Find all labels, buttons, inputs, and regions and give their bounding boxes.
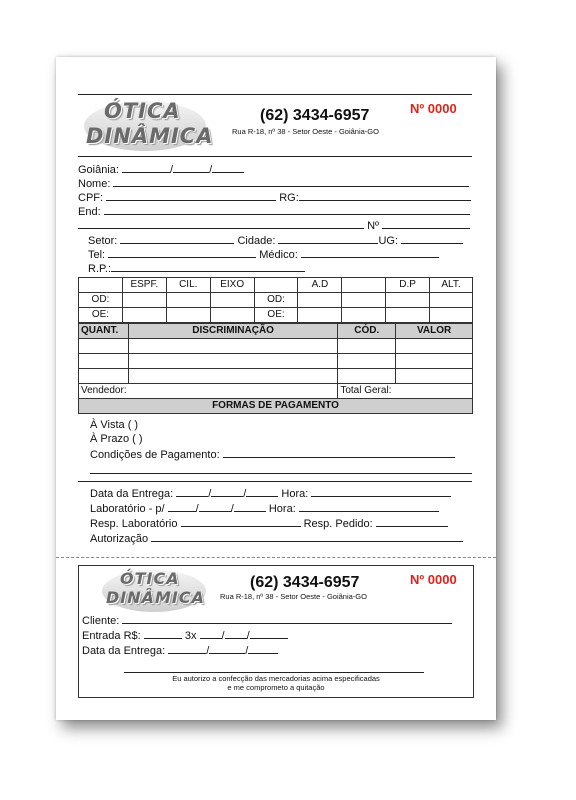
slash: /: [243, 488, 247, 500]
od-label: OD:: [254, 293, 298, 308]
rx-cell[interactable]: [298, 308, 342, 323]
rp-row: [88, 262, 305, 275]
item-cell[interactable]: [396, 339, 473, 354]
autorizacao-row: [90, 532, 463, 545]
stub-data-entrega-label: Data da Entrega:: [82, 645, 166, 657]
item-row: [79, 354, 473, 369]
totals-row: [79, 384, 473, 399]
data-entrega-day[interactable]: [176, 487, 208, 497]
stub-entrada-label: Entrada R$:: [82, 630, 141, 642]
cod-header: CÓD.: [338, 324, 396, 339]
rx-cell[interactable]: [210, 293, 254, 308]
tel-label: Tel:: [88, 249, 106, 261]
slash: /: [221, 630, 225, 642]
rx-header-cell: ALT.: [430, 278, 473, 293]
formas-row: [79, 399, 473, 414]
prescription-table: [78, 277, 473, 323]
od-label: OD:: [79, 293, 123, 308]
condicoes-line-2[interactable]: [90, 473, 472, 474]
item-cell[interactable]: [338, 339, 396, 354]
stub-authorize-line2: e me comprometo a quitação: [227, 683, 325, 692]
rx-cell[interactable]: [122, 293, 166, 308]
rx-header-cell: CIL.: [166, 278, 210, 293]
rx-header-cell: [79, 278, 123, 293]
rx-cell[interactable]: [430, 293, 473, 308]
laboratorio-row: [90, 502, 439, 515]
stub-logo-line2: DINÂMICA: [106, 588, 206, 607]
rx-cell[interactable]: [386, 293, 430, 308]
rg-label: RG:: [279, 192, 299, 204]
condicoes-row: [90, 448, 455, 461]
rx-header-cell: D.P: [386, 278, 430, 293]
goiania-row: [78, 163, 244, 176]
numero-row: [78, 219, 470, 232]
item-cell[interactable]: [128, 369, 337, 384]
slash: /: [246, 630, 250, 642]
items-table: [78, 323, 473, 414]
stub-cliente-label: Cliente:: [82, 615, 120, 627]
end-field[interactable]: [104, 205, 470, 215]
vendedor-label[interactable]: Vendedor:: [79, 384, 338, 399]
stub-phone-number: (62) 3434-6957: [250, 574, 360, 591]
stub-address: Rua R-18, nº 38 - Setor Oeste - Goiânia-GO: [220, 592, 367, 601]
nome-field[interactable]: [113, 177, 469, 187]
discriminacao-header: DISCRIMINAÇÃO: [128, 324, 337, 339]
rx-cell[interactable]: [298, 293, 342, 308]
item-cell[interactable]: [79, 354, 129, 369]
resp-pedido-field[interactable]: [376, 517, 448, 527]
rx-header-cell: ESPF.: [122, 278, 166, 293]
laboratorio-hora-field[interactable]: [299, 502, 439, 512]
slash: /: [170, 164, 174, 176]
rx-header-cell: [254, 278, 298, 293]
rx-header-cell: A.D: [298, 278, 342, 293]
cidade-label: Cidade:: [237, 235, 276, 247]
rx-header-cell: EIXO: [210, 278, 254, 293]
laboratorio-month[interactable]: [199, 502, 231, 512]
rx-cell[interactable]: [210, 308, 254, 323]
stub-entrada-field[interactable]: [144, 629, 182, 639]
laboratorio-label: Laboratório - p/: [90, 503, 165, 515]
quant-header: QUANT.: [79, 324, 129, 339]
header-bottom-rule: [78, 156, 472, 157]
oe-label: OE:: [254, 308, 298, 323]
slash: /: [208, 488, 212, 500]
item-cell[interactable]: [79, 369, 129, 384]
ug-field[interactable]: [401, 234, 463, 244]
rp-label: R.P.:: [88, 263, 112, 275]
setor-label: Setor:: [88, 235, 118, 247]
item-cell[interactable]: [338, 354, 396, 369]
slash: /: [230, 503, 234, 515]
cidade-field[interactable]: [278, 234, 378, 244]
stub-data-entrega-year[interactable]: [248, 644, 278, 654]
form-sheet: [56, 57, 496, 720]
stub-cliente-row: [82, 614, 452, 627]
form-number: Nº 0000: [410, 101, 457, 116]
phone-number: (62) 3434-6957: [260, 107, 370, 124]
autorizacao-field[interactable]: [151, 532, 463, 542]
hora-field[interactable]: [311, 487, 451, 497]
resp-laboratorio-field[interactable]: [181, 517, 301, 527]
slash: /: [209, 164, 213, 176]
item-cell[interactable]: [396, 369, 473, 384]
ug-label: UG:: [378, 235, 399, 247]
setor-row: [88, 234, 463, 247]
item-row: [79, 369, 473, 384]
rx-cell[interactable]: [166, 293, 210, 308]
rx-header-cell: [342, 278, 386, 293]
slash: /: [195, 503, 199, 515]
rx-cell[interactable]: [386, 308, 430, 323]
nome-label: Nome:: [78, 178, 111, 190]
stub-authorize-line1: Eu autorizo a confecção das mercadorias acima especificadas: [172, 674, 380, 683]
cpf-field[interactable]: [106, 191, 276, 201]
tel-field[interactable]: [108, 248, 256, 258]
hora-label: Hora:: [268, 503, 296, 515]
item-cell[interactable]: [396, 354, 473, 369]
stub-logo-line1: ÓTICA: [120, 569, 180, 588]
rx-cell[interactable]: [122, 308, 166, 323]
item-cell[interactable]: [128, 354, 337, 369]
rg-field[interactable]: [299, 191, 471, 201]
item-row: [79, 339, 473, 354]
a-vista-option[interactable]: À Vista ( ): [90, 419, 139, 431]
rx-cell[interactable]: [342, 293, 386, 308]
rx-od-row: [79, 293, 473, 308]
item-cell[interactable]: [79, 339, 129, 354]
rx-header-row: [79, 278, 473, 293]
nome-row: [78, 177, 469, 190]
logo-line2: DINÂMICA: [86, 124, 214, 148]
tear-line: [56, 557, 496, 558]
a-prazo-option[interactable]: À Prazo ( ): [90, 433, 143, 445]
goiania-label: Goiânia:: [78, 164, 119, 176]
data-entrega-month[interactable]: [211, 487, 243, 497]
formas-pagamento-header: FORMAS DE PAGAMENTO: [79, 399, 473, 414]
stub-signature-line[interactable]: [124, 672, 424, 673]
data-entrega-year[interactable]: [246, 487, 278, 497]
cpf-label: CPF:: [78, 192, 104, 204]
data-entrega-row: [90, 487, 451, 500]
section-divider: [78, 481, 472, 482]
rp-field[interactable]: [111, 262, 305, 272]
stub-parcela-month[interactable]: [225, 629, 247, 639]
slash: /: [206, 645, 210, 657]
year-field[interactable]: [212, 163, 244, 173]
hora-label: Hora:: [281, 488, 309, 500]
setor-field[interactable]: [120, 234, 234, 244]
stub-parcela-year[interactable]: [250, 629, 288, 639]
oe-label: OE:: [79, 308, 123, 323]
stub-parcela-day[interactable]: [200, 629, 222, 639]
rx-oe-row: [79, 308, 473, 323]
item-cell[interactable]: [338, 369, 396, 384]
end-label: End:: [78, 206, 101, 218]
numero-field[interactable]: [382, 219, 470, 229]
tel-row: [88, 248, 439, 261]
condicoes-label: Condições de Pagamento:: [90, 449, 220, 461]
end-cont-field[interactable]: [78, 219, 364, 229]
address: Rua R-18, nº 38 - Setor Oeste - Goiânia-GO: [232, 127, 379, 136]
stub-data-entrega-day[interactable]: [168, 644, 206, 654]
resp-laboratorio-label: Resp. Laboratório: [90, 518, 178, 530]
stub-data-entrega-month[interactable]: [209, 644, 245, 654]
stub-3x-label: 3x: [184, 630, 197, 642]
numero-label: Nº: [367, 220, 380, 232]
autorizacao-label: Autorização: [90, 533, 149, 545]
stub-entrada-row: [82, 629, 288, 642]
slash: /: [245, 645, 249, 657]
resp-row: [90, 517, 448, 530]
rx-cell[interactable]: [342, 308, 386, 323]
cpf-row: [78, 191, 471, 204]
condicoes-field[interactable]: [223, 448, 455, 458]
item-cell[interactable]: [128, 339, 337, 354]
day-field[interactable]: [122, 163, 170, 173]
stub-form-number: Nº 0000: [410, 572, 457, 587]
rx-cell[interactable]: [430, 308, 473, 323]
medico-field[interactable]: [301, 248, 439, 258]
end-row: [78, 205, 470, 218]
total-geral-label[interactable]: Total Geral:: [338, 384, 473, 399]
items-header-row: [79, 324, 473, 339]
valor-header: VALOR: [396, 324, 473, 339]
data-entrega-label: Data da Entrega:: [90, 488, 174, 500]
laboratorio-day[interactable]: [168, 502, 196, 512]
resp-pedido-label: Resp. Pedido:: [303, 518, 373, 530]
top-rule: [78, 94, 472, 95]
stub-data-entrega-row: [82, 644, 278, 657]
laboratorio-year[interactable]: [234, 502, 266, 512]
stub-cliente-field[interactable]: [122, 614, 452, 624]
rx-cell[interactable]: [166, 308, 210, 323]
medico-label: Médico:: [259, 249, 298, 261]
month-field[interactable]: [173, 163, 209, 173]
logo-line1: ÓTICA: [104, 99, 181, 123]
